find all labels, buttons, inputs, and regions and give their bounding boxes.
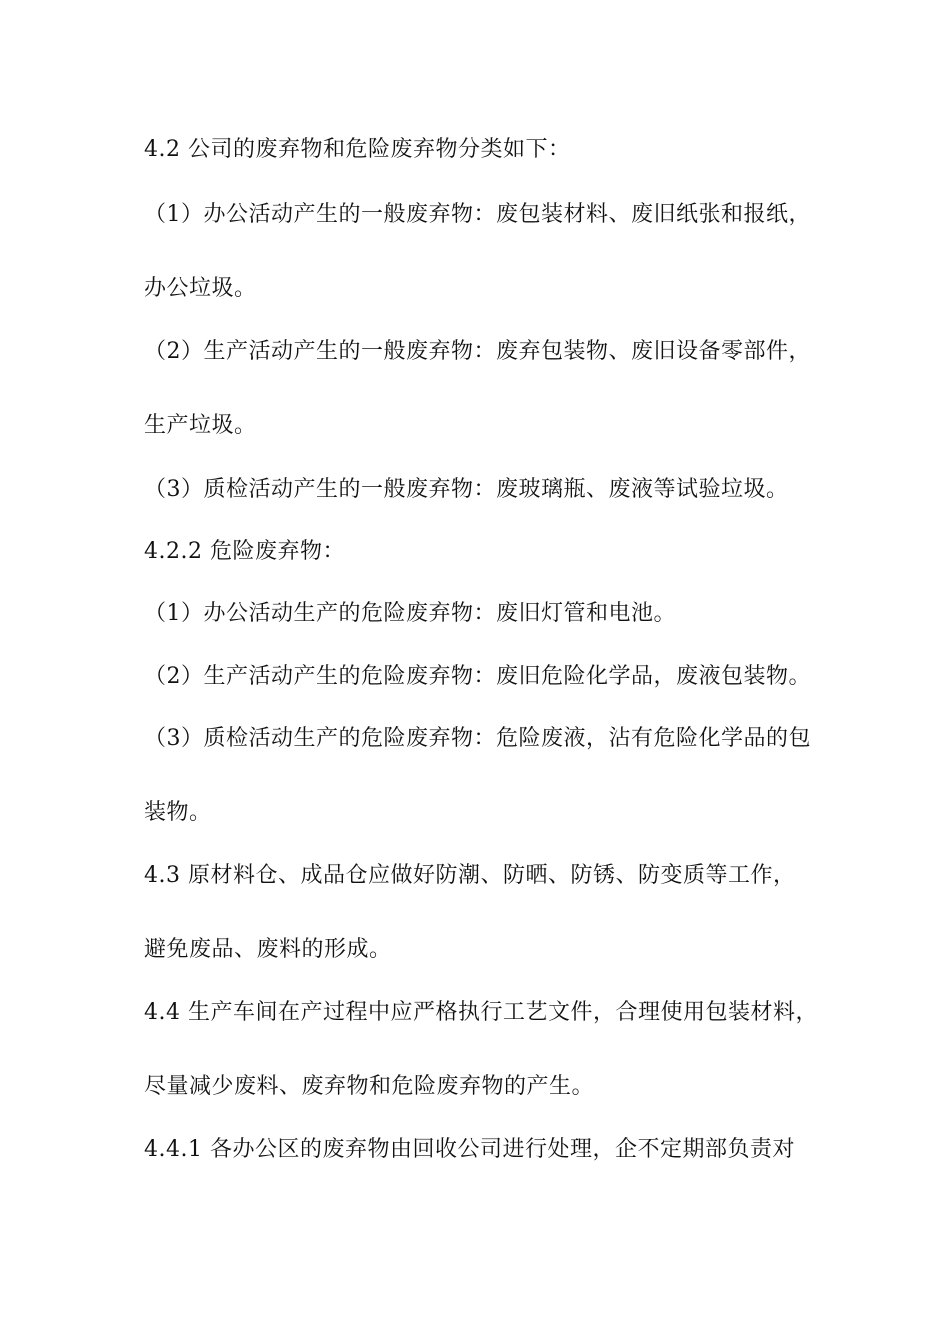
section-4-3-paragraph: 4.3 原材料仓、成品仓应做好防潮、防晒、防锈、防变质等工作， bbox=[144, 863, 796, 888]
section-4-4-continuation: 尽量减少废料、废弃物和危险废弃物的产生。 bbox=[144, 1074, 595, 1099]
item-2-production-hazardous-waste: （2）生产活动产生的危险废弃物：废旧危险化学品，废液包装物。 bbox=[144, 664, 811, 689]
item-3-hazardous-continuation: 装物。 bbox=[144, 800, 212, 825]
item-3-qc-hazardous-waste: （3）质检活动生产的危险废弃物：危险废液，沾有危险化学品的包 bbox=[144, 726, 811, 751]
item-2-production-general-waste: （2）生产活动产生的一般废弃物：废弃包装物、废旧设备零部件， bbox=[144, 339, 811, 364]
section-4-2-heading: 4.2 公司的废弃物和危险废弃物分类如下： bbox=[144, 137, 571, 162]
item-1-office-general-waste: （1）办公活动产生的一般废弃物：废包装材料、废旧纸张和报纸， bbox=[144, 202, 811, 227]
item-2-continuation: 生产垃圾。 bbox=[144, 413, 257, 438]
section-4-3-continuation: 避免废品、废料的形成。 bbox=[144, 937, 392, 962]
section-4-4-1-paragraph: 4.4.1 各办公区的废弃物由回收公司进行处理，企不定期部负责对 bbox=[144, 1137, 795, 1162]
item-1-continuation: 办公垃圾。 bbox=[144, 276, 257, 301]
item-3-qc-general-waste: （3）质检活动产生的一般废弃物：废玻璃瓶、废液等试验垃圾。 bbox=[144, 477, 789, 502]
item-1-office-hazardous-waste: （1）办公活动生产的危险废弃物：废旧灯管和电池。 bbox=[144, 601, 676, 626]
section-4-4-paragraph: 4.4 生产车间在产过程中应严格执行工艺文件，合理使用包装材料， bbox=[144, 1000, 818, 1025]
section-4-2-2-heading: 4.2.2 危险废弃物： bbox=[144, 539, 345, 564]
